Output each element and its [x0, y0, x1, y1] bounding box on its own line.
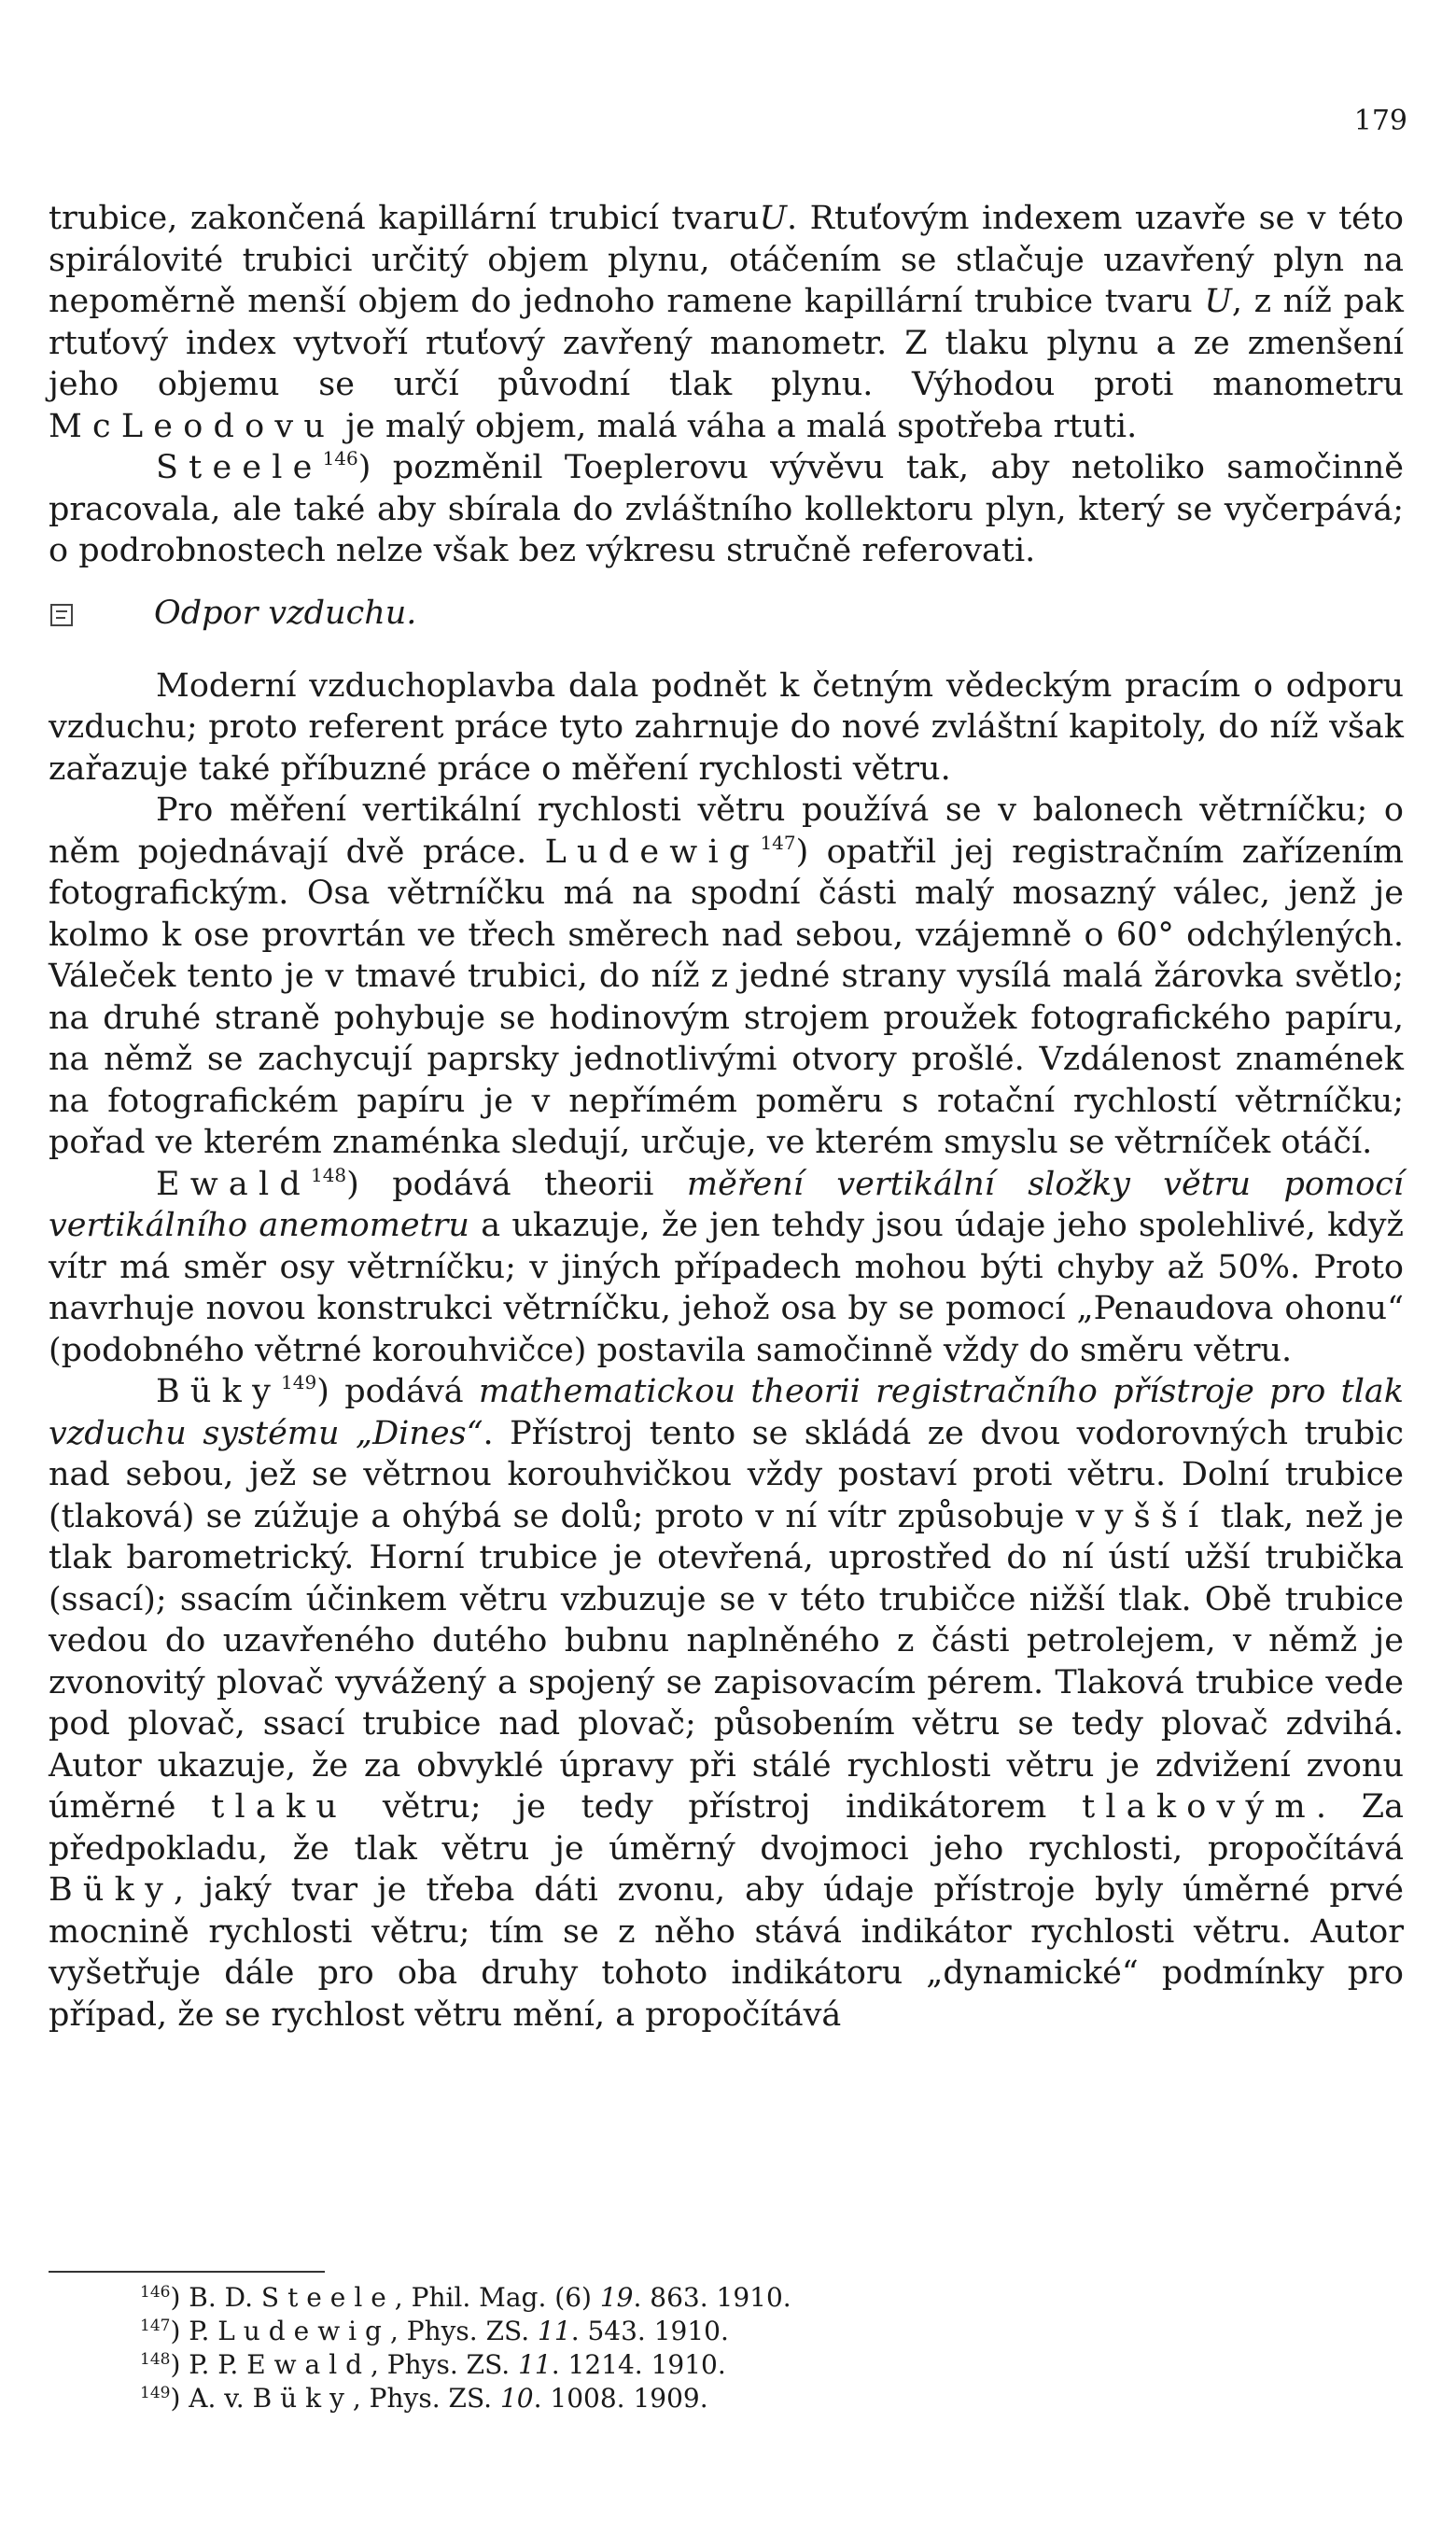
footnote-146: $^{146}$) B. D. Steele, Phil. Mag. (6) 19. 863. 1910.	[140, 2282, 791, 2313]
page-number: 179	[1353, 105, 1407, 137]
footnotes	[140, 2281, 791, 2415]
author-name: Büky	[49, 1871, 175, 1909]
footnote-147: $^{147}$) P. Ludewig, Phys. ZS. 11. 543. 1910.	[140, 2316, 729, 2346]
author-name: Ludewig	[544, 833, 761, 871]
body-text	[49, 198, 1404, 2036]
paragraph-continuation: trubice, zakončená kapillární trubicí tvaruU. Rtuťovým indexem uzavře se v této spirálovité trubici určitý objem plynu, otáčením se stlačuje uzavřený plyn na nepoměrně menší objem do jednoho ramene kapillární trubice tvaru U, z níž pak rtuťový index vytvoří rtuťový zavřený manometr. Z tlaku plynu a ze zmenšení jeho objemu se určí původní tlak plynu. Výhodou proti manometru McLeodovu je malý objem, malá váha a malá spotřeba rtuti.	[49, 200, 1404, 445]
footnote-149: $^{149}$) A. v. Büky, Phys. ZS. 10. 1008. 1909.	[140, 2383, 708, 2414]
footnote-ref: 146	[322, 447, 358, 469]
paragraph-ludewig: Pro měření vertikální rychlosti větru používá se v balonech větrníčku; o něm pojednávají dvě práce. Ludewig$^{147}$) opatřil jej registračním zařízením fotografickým. Osa větrníčku má na spodní části malý mosazný válec, jenž je kolmo k ose provrtán ve třech směrech nad sebou, vzájemně o 60° odchýlených. Váleček tento je v tmavé trubici, do níž z jedné strany vysílá malá žárovka světlo; na druhé straně pohybuje se hodinovým strojem proužek fotografického papíru, na němž se zachycují paprsky jednotlivými otvory prošlé. Vzdálenost znamének na fotografickém papíru je v nepřímém poměru s rotační rychlostí větrníčku; pořad ve kterém znaménka sledují, určuje, ve kterém smyslu se větrníček otáčí.	[49, 791, 1404, 1161]
paragraph-ewald: Ewald$^{148}$) podává theorii měření vertikální složky větru pomocí vertikálního anemometru a ukazuje, že jen tehdy jsou údaje jeho spolehlivé, když vítr má směr osy větrníčku; v jiných případech mohou býti chyby až 50%. Proto navrhuje novou konstrukci větrníčku, jehož osa by se pomocí „Penaudova ohonu“ (podobného větrné korouhvičce) postavila samočinně vždy do směru větru.	[49, 1163, 1404, 1369]
author-name: Ewald	[156, 1165, 311, 1203]
paragraph-moderni: Moderní vzduchoplavba dala podnět k četným vědeckým pracím o odporu vzduchu; proto referent práce tyto zahrnuje do nové zvláštní kapitoly, do níž však zařazuje také příbuzné práce o měření rychlosti větru.	[49, 666, 1404, 788]
footnote-ref: 149	[281, 1371, 317, 1393]
footnote-divider	[49, 2271, 325, 2273]
paragraph-steele: Steele$^{146}$) pozměnil Toeplerovu vývěvu tak, aby netoliko samočinně pracovala, ale také aby sbírala do zvláštního kollektoru plyn, který se vyčerpává; o podrobnostech nelze však bez výkresu stručně referovati.	[49, 447, 1404, 569]
footnote-ref: 147	[760, 831, 796, 854]
section-mark-icon	[49, 602, 75, 628]
section-title: Odpor vzduchu.	[154, 594, 417, 632]
author-name: McLeodovu	[49, 407, 336, 445]
author-name: Steele	[156, 449, 323, 486]
footnote-ref: 148	[310, 1163, 347, 1186]
paragraph-buky: Büky$^{149}$) podává mathematickou theorii registračního přístroje pro tlak vzduchu systému „Dines“. Přístroj tento se skládá ze dvou vodorovných trubic nad sebou, jež se větrnou korouhvičkou vždy postaví proti větru. Dolní trubice (tlaková) se zúžuje a ohýbá se dolů; proto v ní vítr způsobuje vyšší tlak, než je tlak barometrický. Horní trubice je otevřená, uprostřed do ní ústí užší trubička (ssací); ssacím účinkem větru vzbuzuje se v této trubičce nižší tlak. Obě trubice vedou do uzavřeného dutého bubnu naplněného z části petrolejem, v němž je zvonovitý plovač vyvážený a spojený se zapisovacím pérem. Tlaková trubice vede pod plovač, ssací trubice nad plovač; působením větru se tedy plovač zdvihá. Autor ukazuje, že za obvyklé úpravy při stálé rychlosti větru je zdvižení zvonu úměrné tlaku větru; je tedy přístroj indikátorem tlakovým. Za předpokladu, že tlak větru je úměrný dvojmoci jeho rychlosti, propočítává Büky, jaký tvar je třeba dáti zvonu, aby údaje přístroje byly úměrné prvé mocnině rychlosti větru; tím se z něho stává indikátor rychlosti větru. Autor vyšetřuje dále pro oba druhy tohoto indikátoru „dynamické“ podmínky pro případ, že se rychlost větru mění, a propočítává	[49, 1371, 1404, 2034]
section-heading	[49, 593, 1404, 649]
footnote-148: $^{148}$) P. P. Ewald, Phys. ZS. 11. 1214. 1910.	[140, 2349, 726, 2380]
author-name: Büky	[156, 1373, 282, 1410]
